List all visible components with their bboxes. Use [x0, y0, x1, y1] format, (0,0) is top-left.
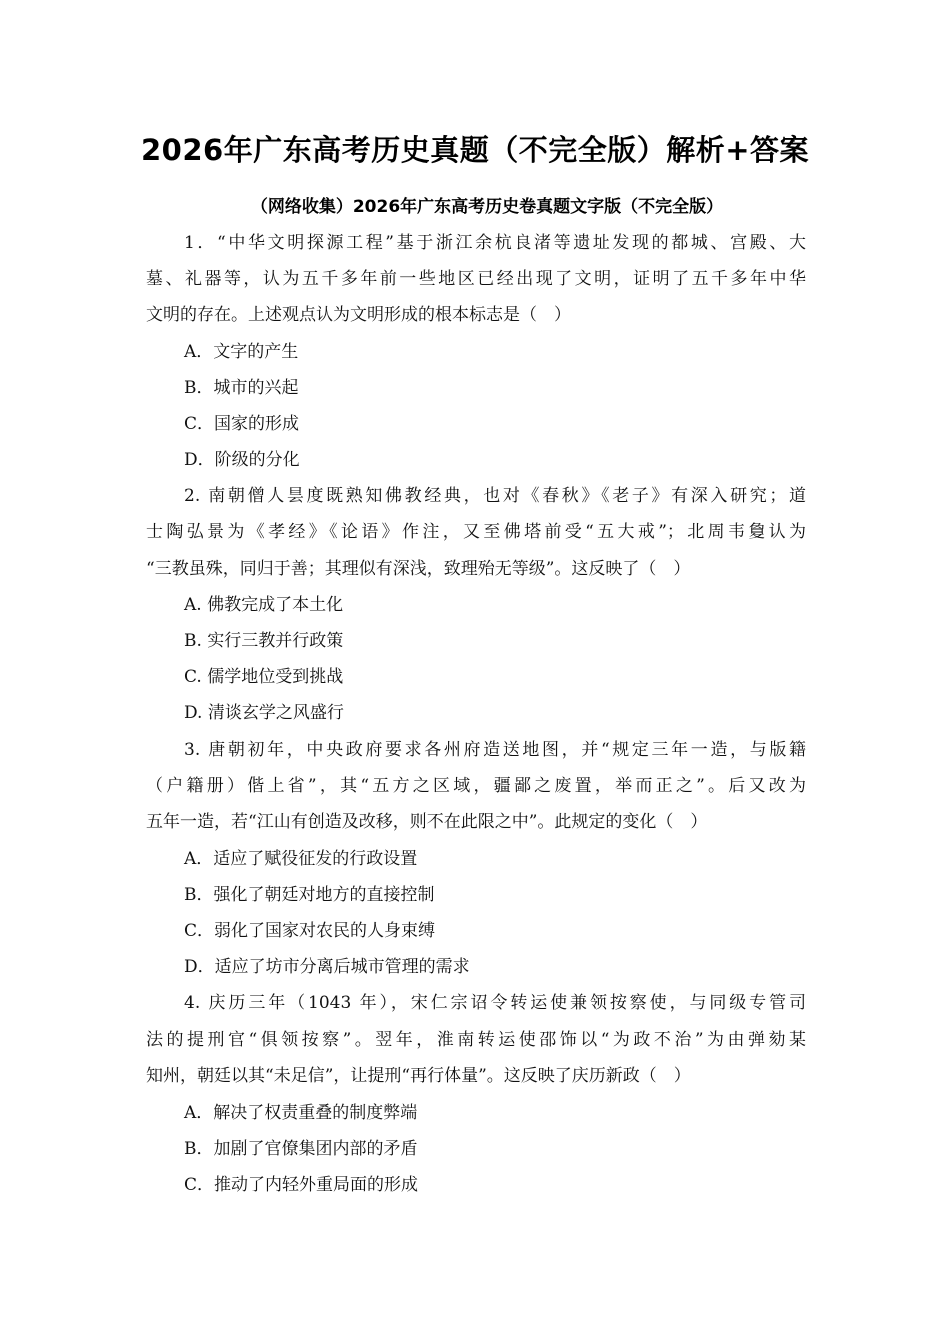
question-2-stem-line-3: “三教虽殊，同归于善；其理似有深浅，致理殆无等级”。这反映了（ ） [146, 559, 691, 579]
question-3-option-c: C．弱化了国家对农民的人身束缚 [184, 921, 436, 941]
question-4-stem-line-2: 法的提刑官“俱领按察”。翌年，淮南转运使邵饰以“为政不治”为由弹劾某 [146, 1030, 806, 1050]
question-4-option-a: A．解决了权责重叠的制度弊端 [184, 1103, 418, 1123]
question-2-option-c: C. 儒学地位受到挑战 [184, 667, 344, 687]
question-2-option-a: A. 佛教完成了本土化 [184, 595, 344, 615]
question-2-stem-line-2: 士陶弘景为《孝经》《论语》作注，又至佛塔前受“五大戒”；北周韦敻认为 [146, 522, 806, 542]
question-1-stem-line-3: 文明的存在。上述观点认为文明形成的根本标志是（ ） [146, 305, 571, 325]
question-3-option-b: B．强化了朝廷对地方的直接控制 [184, 885, 435, 905]
question-3-stem-line-1: 3. 唐朝初年，中央政府要求各州府造送地图，并“规定三年一造，与版籍 [184, 740, 806, 760]
question-2-option-b: B. 实行三教并行政策 [184, 631, 344, 651]
question-4-stem-line-3: 知州，朝廷以其“未足信”，让提刑“再行体量”。这反映了庆历新政（ ） [146, 1066, 691, 1086]
question-3-option-a: A．适应了赋役征发的行政设置 [184, 849, 418, 869]
question-1-stem-line-2: 墓、礼器等，认为五千多年前一些地区已经出现了文明，证明了五千多年中华 [146, 269, 806, 289]
document-subtitle: （网络收集）2026年广东高考历史卷真题文字版（不完全版） [250, 197, 724, 217]
question-2-option-d: D. 清谈玄学之风盛行 [184, 703, 344, 723]
question-1-option-c: C．国家的形成 [184, 414, 300, 434]
question-2-stem-line-1: 2. 南朝僧人昙度既熟知佛教经典，也对《春秋》《老子》有深入研究；道 [184, 486, 806, 506]
question-4-stem-line-1: 4. 庆历三年（1043 年），宋仁宗诏令转运使兼领按察使，与同级专管司 [184, 993, 806, 1013]
question-1-option-d: D．阶级的分化 [184, 450, 300, 470]
question-3-stem-line-2: （户籍册）偕上省”，其“五方之区域，疆鄙之废置，举而正之”。后又改为 [146, 776, 806, 796]
question-4-option-c: C．推动了内轻外重局面的形成 [184, 1175, 419, 1195]
question-4-option-b: B．加剧了官僚集团内部的矛盾 [184, 1139, 418, 1159]
question-3-option-d: D．适应了坊市分离后城市管理的需求 [184, 957, 470, 977]
question-3-stem-line-3: 五年一造，若“江山有创造及改移，则不在此限之中”。此规定的变化（ ） [146, 812, 708, 832]
question-1-option-a: A．文字的产生 [184, 342, 299, 362]
document-title: 2026年广东高考历史真题（不完全版）解析+答案 [140, 133, 809, 167]
question-1-option-b: B．城市的兴起 [184, 378, 299, 398]
question-1-stem-line-1: 1．“中华文明探源工程”基于浙江余杭良渚等遗址发现的都城、宫殿、大 [184, 233, 806, 253]
